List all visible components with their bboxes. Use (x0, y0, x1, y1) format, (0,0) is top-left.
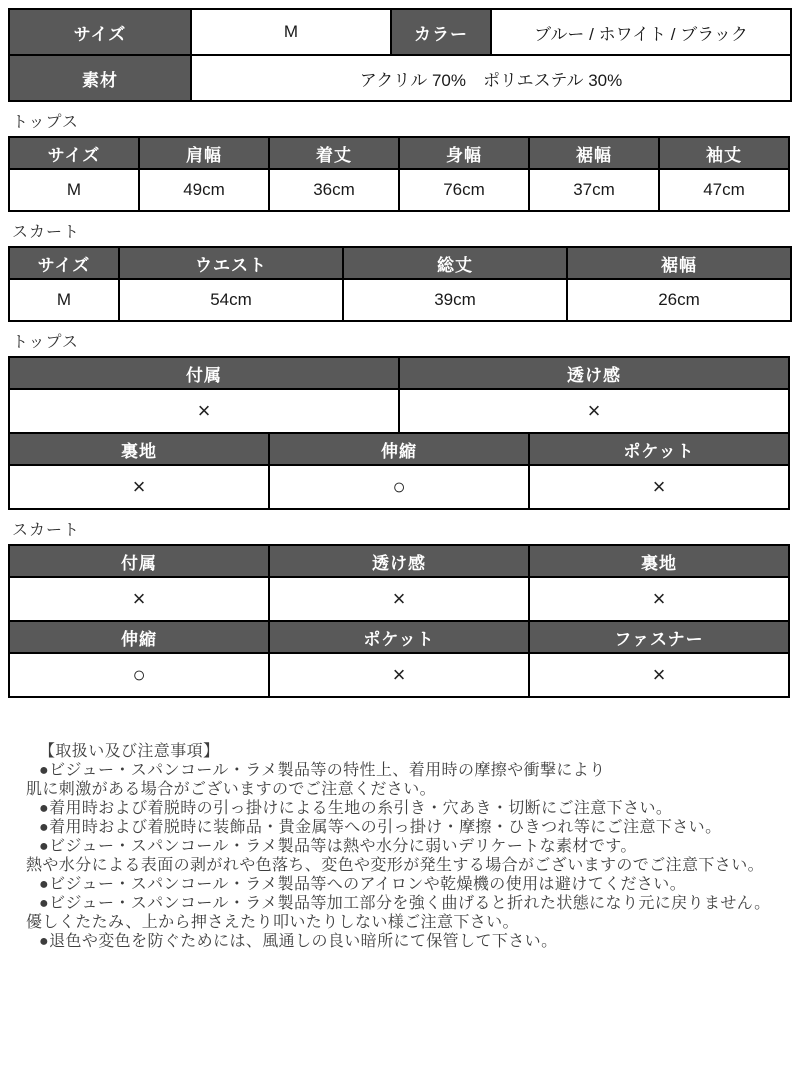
attr-mark: × (529, 465, 789, 509)
color-label: カラー (391, 9, 491, 55)
size-value: M (191, 9, 391, 55)
attr-mark: × (9, 389, 399, 433)
table-row (9, 465, 789, 509)
skirt-attr-table (8, 544, 790, 698)
note-line: ●着用時および着脱時の引っ掛けによる生地の糸引き・穴あき・切断にご注意下さい。 (39, 800, 673, 817)
col-header: 袖丈 (659, 137, 789, 169)
tops-size-table (8, 136, 790, 212)
note-line: 熱や水分による表面の剥がれや色落ち、変色や変形が発生する場合がございますのでご注意下さい。 (26, 857, 765, 874)
col-header: ポケット (529, 433, 789, 465)
col-header: 肩幅 (139, 137, 269, 169)
cell-value: 36cm (269, 169, 399, 211)
col-header: 伸縮 (269, 433, 529, 465)
section-label-skirt-attr: スカート (12, 522, 81, 539)
col-header: 裏地 (9, 433, 269, 465)
col-header: サイズ (9, 247, 119, 279)
table-row (9, 389, 789, 433)
handling-notes (8, 742, 792, 951)
table-row (9, 653, 789, 697)
cell-value: 39cm (343, 279, 567, 321)
material-value: アクリル 70% ポリエステル 30% (191, 55, 791, 101)
note-line: 優しくたたみ、上から押さえたり叩いたりしない様ご注意下さい。 (26, 914, 519, 931)
table-header-row (9, 357, 789, 389)
col-header: ポケット (269, 621, 529, 653)
col-header: 付属 (9, 545, 269, 577)
cell-value: M (9, 169, 139, 211)
skirt-size-table (8, 246, 792, 322)
attr-mark: × (9, 465, 269, 509)
info-table (8, 8, 792, 102)
note-line: 肌に刺激がある場合がございますのでご注意ください。 (26, 781, 437, 798)
material-label: 素材 (9, 55, 191, 101)
color-value: ブルー / ホワイト / ブラック (491, 9, 791, 55)
col-header: 付属 (9, 357, 399, 389)
table-header-row (9, 247, 791, 279)
table-header-row (9, 545, 789, 577)
note-line: ●着用時および着脱時に装飾品・貴金属等への引っ掛け・摩擦・ひきつれ等にご注意下さい。 (39, 819, 722, 836)
cell-value: 26cm (567, 279, 791, 321)
size-label: サイズ (9, 9, 191, 55)
attr-mark: × (399, 389, 789, 433)
table-row (9, 169, 789, 211)
col-header: サイズ (9, 137, 139, 169)
note-line: ●ビジュー・スパンコール・ラメ製品等は熱や水分に弱いデリケートな素材です。 (39, 838, 637, 855)
col-header: ウエスト (119, 247, 343, 279)
attr-mark: ○ (9, 653, 269, 697)
col-header: 着丈 (269, 137, 399, 169)
attr-mark: × (529, 653, 789, 697)
table-row (9, 9, 791, 55)
col-header: ファスナー (529, 621, 789, 653)
cell-value: 47cm (659, 169, 789, 211)
table-header-row (9, 137, 789, 169)
attr-mark: × (269, 577, 529, 621)
col-header: 裾幅 (567, 247, 791, 279)
cell-value: 49cm (139, 169, 269, 211)
col-header: 総丈 (343, 247, 567, 279)
tops-attr-table (8, 356, 790, 510)
section-label-tops-size: トップス (12, 114, 79, 131)
table-row (9, 279, 791, 321)
note-line: ●ビジュー・スパンコール・ラメ製品等加工部分を強く曲げると折れた状態になり元に戻りません。 (39, 895, 771, 912)
table-row (9, 577, 789, 621)
col-header: 透け感 (269, 545, 529, 577)
section-label-tops-attr: トップス (12, 334, 79, 351)
table-header-row (9, 433, 789, 465)
col-header: 裏地 (529, 545, 789, 577)
attr-mark: ○ (269, 465, 529, 509)
note-line: ●ビジュー・スパンコール・ラメ製品等へのアイロンや乾燥機の使用は避けてください。 (39, 876, 687, 893)
notes-title: 【取扱い及び注意事項】 (39, 743, 220, 760)
cell-value: 54cm (119, 279, 343, 321)
cell-value: 37cm (529, 169, 659, 211)
attr-mark: × (9, 577, 269, 621)
cell-value: M (9, 279, 119, 321)
col-header: 裾幅 (529, 137, 659, 169)
note-line: ●退色や変色を防ぐためには、風通しの良い暗所にて保管して下さい。 (39, 933, 558, 950)
col-header: 伸縮 (9, 621, 269, 653)
table-header-row (9, 621, 789, 653)
section-label-skirt-size: スカート (12, 224, 81, 241)
cell-value: 76cm (399, 169, 529, 211)
table-row (9, 55, 791, 101)
attr-mark: × (269, 653, 529, 697)
attr-mark: × (529, 577, 789, 621)
note-line: ●ビジュー・スパンコール・ラメ製品等の特性上、着用時の摩擦や衝撃により (39, 762, 606, 779)
col-header: 透け感 (399, 357, 789, 389)
col-header: 身幅 (399, 137, 529, 169)
